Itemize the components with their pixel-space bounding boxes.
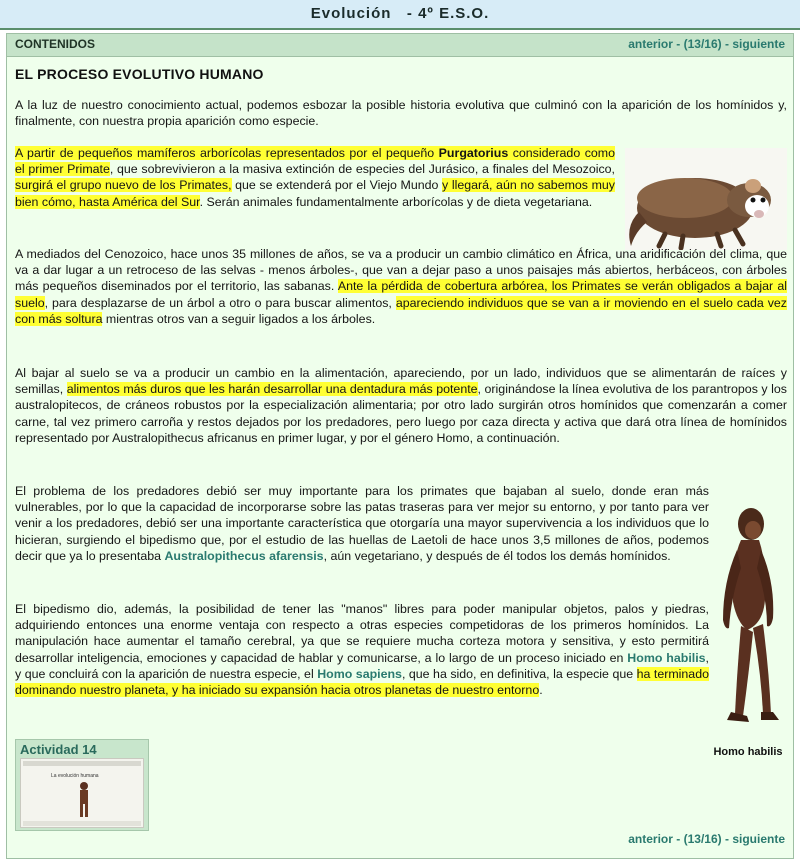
thumb-text-line xyxy=(23,761,141,766)
text-segment: El problema de los predadores debió ser muy importante para los primates que bajaban al suelo, donde eran más vulnerables, por lo que la capacidad de incorporarse sobre las patas traseras para ver mejor su entorno, y por tanto para ver venir a los predadores, debió ser una importante característica que otorgaría una mayor supervivencia a los individuos que lo hicieran, surgiendo el bipedismo que, por el estudio de las huellas de Laetoli de hace unos 3,5 millones de años, podemos decir que ya lo presentaba xyxy=(15,484,709,563)
section-label: CONTENIDOS xyxy=(15,37,96,51)
header-title: Evolución - 4º E.S.O. xyxy=(310,5,490,22)
term-homo-habilis[interactable]: Homo habilis xyxy=(627,650,706,665)
activity-thumbnail[interactable] xyxy=(20,758,144,828)
page-header xyxy=(0,0,800,30)
paragraph-intro: A la luz de nuestro conocimiento actual, podemos esbozar la posible historia evolutiva que culminó con la aparición de los homínidos y, finalmente, con nuestra propia aparición como especie. xyxy=(15,98,787,129)
activity-title: Actividad 14 xyxy=(20,742,97,757)
paragraph-alimentacion xyxy=(15,365,787,446)
text-segment: , para desplazarse de un árbol a otro o para buscar alimentos, xyxy=(44,295,396,310)
page-indicator: (13/16) xyxy=(683,37,722,51)
text-segment: , aún vegetariano, y después de él todos los demás homínidos. xyxy=(323,548,671,563)
highlight: considerado como el primer Primate xyxy=(15,146,615,177)
thumb-title: La evolución humana xyxy=(51,773,99,779)
paragraph-cenozoico xyxy=(15,246,787,327)
text-segment: . Serán animales fundamentalmente arborícolas y de dieta vegetariana. xyxy=(199,194,593,209)
text-segment: , que ha sido, en definitiva, la especie que xyxy=(401,666,637,681)
highlight: surgirá el grupo nuevo de los Primates, xyxy=(15,178,232,193)
text-segment: que se extenderá por el Viejo Mundo xyxy=(231,178,443,193)
term-afarensis[interactable]: Australopithecus afarensis xyxy=(164,548,324,563)
next-link[interactable]: siguiente xyxy=(732,37,785,51)
text-segment: , originándose la línea evolutiva de los parantropos y los australopitecos, de cráneos robustos por la especialización alimentaria; por otro lado surgirán otros homínidos que comenzarán a comer carne, tal vez primero carroña y restos dejados por los predadores, pero luego por caza directa y activa que dará otra línea de homínidos representado por Australopithecus africanus en primer lugar, y por el género Homo, a continuación. xyxy=(15,382,787,445)
figure-caption: Homo habilis xyxy=(713,746,783,758)
prev-link[interactable]: anterior xyxy=(628,832,673,846)
page-indicator: (13/16) xyxy=(683,832,722,846)
term-homo-sapiens[interactable]: Homo sapiens xyxy=(317,666,402,681)
next-link[interactable]: siguiente xyxy=(732,832,785,846)
highlight: ha terminado dominando nuestro planeta, y ha iniciado su expansión hacia otros planetas de nuestro entorno xyxy=(15,666,709,698)
highlight: apareciendo individuos que se van a ir moviendo en el suelo cada vez con más soltura xyxy=(15,295,787,326)
nav-separator: - xyxy=(721,832,733,846)
paragraph-purgatorius xyxy=(15,145,615,210)
highlight: alimentos más duros que les harán desarrollar una dentadura más potente xyxy=(66,382,478,397)
highlight: A partir de pequeños mamíferos arborícolas representados por el pequeño xyxy=(15,146,439,160)
homo-habilis-image xyxy=(707,502,789,770)
paragraph-bipedismo xyxy=(15,601,709,698)
nav-bottom xyxy=(628,832,785,846)
text-segment: . xyxy=(539,683,543,698)
page-title: EL PROCESO EVOLUTIVO HUMANO xyxy=(15,66,264,82)
highlight: y llegará, aún no sabemos muy bien cómo, hasta América del Sur xyxy=(15,178,616,209)
nav-separator: - xyxy=(672,832,684,846)
nav-separator: - xyxy=(672,37,684,51)
text-segment: , que sobrevivieron a la masiva extinción de especies del Jurásico, a finales del Mesozoico, xyxy=(109,162,616,177)
activity-button[interactable] xyxy=(15,739,149,831)
paragraph-predadores xyxy=(15,483,709,564)
thumb-footer xyxy=(23,821,141,826)
thumb-figure-icon xyxy=(73,781,95,819)
content-panel xyxy=(6,33,794,859)
term-purgatorius: Purgatorius xyxy=(438,146,509,160)
nav-top xyxy=(628,37,785,51)
nav-separator: - xyxy=(721,37,733,51)
text-segment: , y que concluirá con la aparición de nuestra especie, el xyxy=(15,650,709,681)
prev-link[interactable]: anterior xyxy=(628,37,673,51)
highlight: Ante la pérdida de cobertura arbórea, los Primates se verán obligados a bajar al suelo xyxy=(15,279,787,310)
text-segment: mientras otros van a seguir ligados a los árboles. xyxy=(102,311,376,326)
text-segment: Al bajar al suelo se va a producir un cambio en la alimentación, apareciendo, por un lado, individuos que se alimentarán de raíces y semillas, xyxy=(15,366,787,397)
text-segment: A mediados del Cenozoico, hace unos 35 millones de años, se va a producir un cambio climático en África, una aridificación del clima, que va a dar lugar a un retroceso de las selvas - menos árboles-, que van a dejar paso a unos paisajes más abiertos, herbáceos, con árboles más pequeños diseminados por el territorio, las sabanas. xyxy=(15,247,787,294)
text-segment: El bipedismo dio, además, la posibilidad de tener las "manos" libres para poder manipular objetos, palos y piedras, adquiriendo entonces una enorme ventaja con respecto a otras especies competidoras de los primeros homínidos. La manipulación hace aumentar el tamaño cerebral, ya que se requiere mucha corteza motora y sensitiva, y esto permitirá desarrollar inteligencia, emociones y capacidad de hablar y comunicarse, a lo largo de un proceso iniciado en xyxy=(15,602,709,665)
purgatorius-image xyxy=(625,148,787,250)
